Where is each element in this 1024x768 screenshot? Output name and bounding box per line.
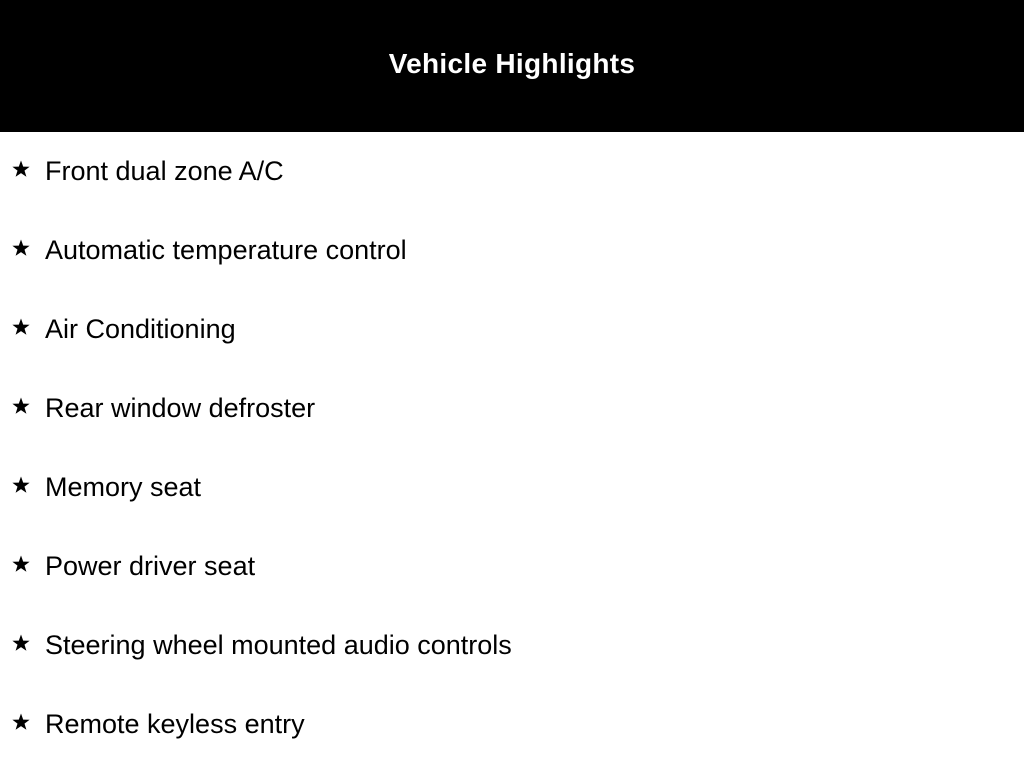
list-item: [0, 685, 1024, 764]
highlights-list: [0, 132, 1024, 764]
star-icon: [11, 554, 31, 574]
star-icon: [11, 712, 31, 732]
list-item-label: Air Conditioning: [45, 314, 236, 344]
list-item-label: Rear window defroster: [45, 393, 316, 423]
star-icon: [11, 633, 31, 653]
star-icon: [11, 238, 31, 258]
list-item-label: Power driver seat: [45, 551, 256, 581]
page-title: Vehicle Highlights: [388, 48, 636, 79]
list-item: [0, 211, 1024, 290]
list-item-label: Remote keyless entry: [45, 709, 305, 739]
list-item: [0, 606, 1024, 685]
list-item: [0, 527, 1024, 606]
star-icon: [11, 396, 31, 416]
list-item: [0, 448, 1024, 527]
star-icon: [11, 317, 31, 337]
list-item: [0, 290, 1024, 369]
list-item-label: Steering wheel mounted audio controls: [45, 630, 512, 660]
header-bar: [0, 0, 1024, 132]
star-icon: [11, 159, 31, 179]
list-item-label: Front dual zone A/C: [45, 156, 284, 186]
list-item-label: Memory seat: [45, 472, 202, 502]
list-item-label: Automatic temperature control: [45, 235, 407, 265]
list-item: [0, 369, 1024, 448]
list-item: [0, 132, 1024, 211]
star-icon: [11, 475, 31, 495]
